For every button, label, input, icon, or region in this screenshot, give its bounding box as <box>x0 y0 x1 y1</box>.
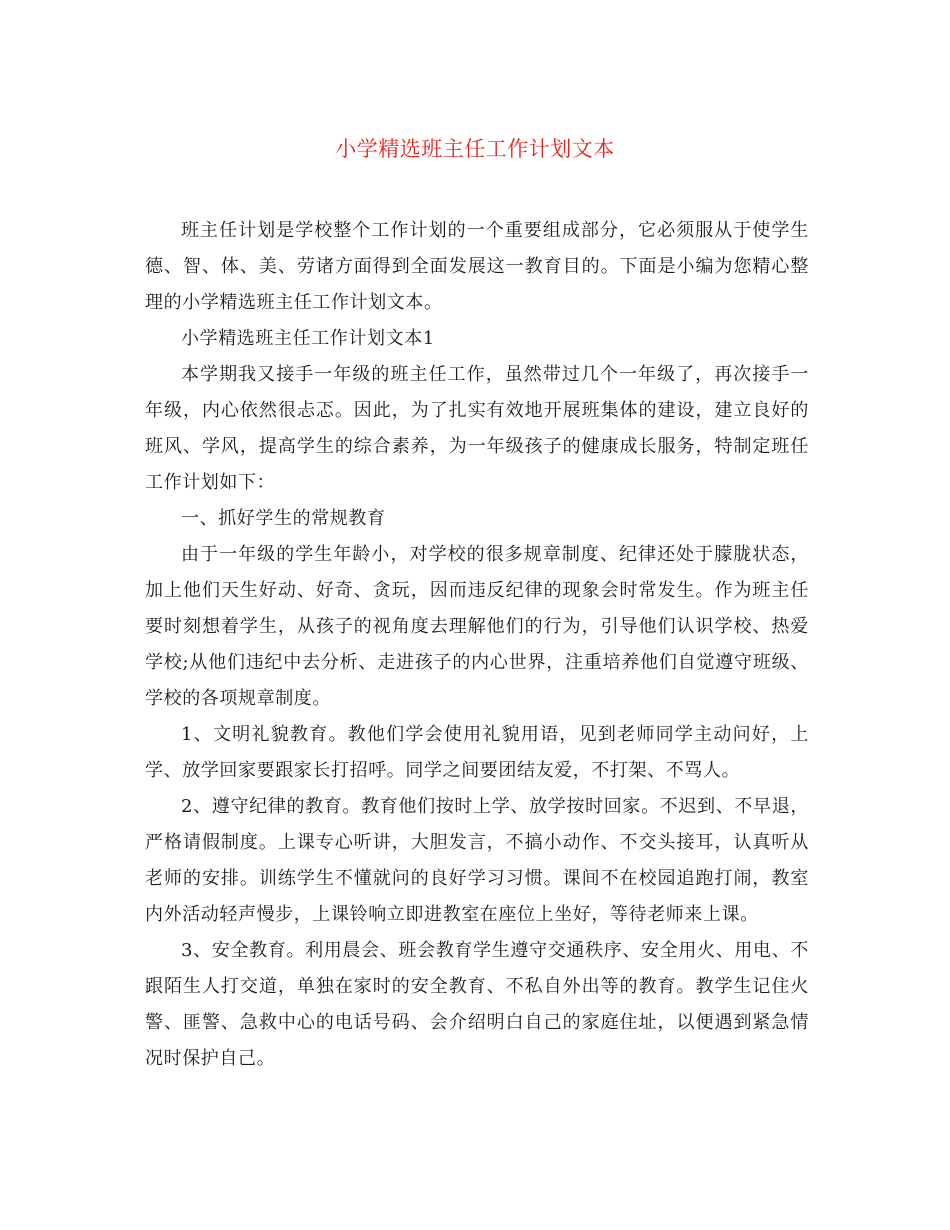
document-body <box>145 213 809 1077</box>
document-title: 小学精选班主任工作计划文本 <box>335 137 615 161</box>
list-item-paragraph: 1、文明礼貌教育。教他们学会使用礼貌用语，见到老师同学主动问好，上学、放学回家要跟家长打招呼。同学之间要团结友爱，不打架、不骂人。 <box>145 724 809 781</box>
body-paragraph: 本学期我又接手一年级的班主任工作，虽然带过几个一年级了，再次接手一年级，内心依然很忐忑。因此，为了扎实有效地开展班集体的建设，建立良好的班风、学风，提高学生的综合素养，为一年级孩子的健康成长服务，特制定班任工作计划如下： <box>145 364 809 493</box>
section-heading: 小学精选班主任工作计划文本1 <box>181 328 435 349</box>
list-item-paragraph: 3、安全教育。利用晨会、班会教育学生遵守交通秩序、安全用火、用电、不跟陌生人打交道，单独在家时的安全教育、不私自外出等的教育。教学生记住火警、匪警、急救中心的电话号码、会介绍明白自己的家庭住址，以便遇到紧急情况时保护自己。 <box>145 940 809 1069</box>
subsection-heading: 一、抓好学生的常规教育 <box>181 508 386 529</box>
body-paragraph: 由于一年级的学生年龄小，对学校的很多规章制度、纪律还处于朦胧状态，加上他们天生好动、好奇、贪玩，因而违反纪律的现象会时常发生。作为班主任要时刻想着学生，从孩子的视角度去理解他们的行为，引导他们认识学校、热爱学校;从他们违纪中去分析、走进孩子的内心世界，注重培养他们自觉遵守班级、学校的各项规章制度。 <box>145 544 809 709</box>
intro-paragraph: 班主任计划是学校整个工作计划的一个重要组成部分，它必须服从于使学生德、智、体、美、劳诸方面得到全面发展这一教育目的。下面是小编为您精心整理的小学精选班主任工作计划文本。 <box>145 220 809 313</box>
list-item-paragraph: 2、遵守纪律的教育。教育他们按时上学、放学按时回家。不迟到、不早退，严格请假制度。上课专心听讲，大胆发言，不搞小动作、不交头接耳，认真听从老师的安排。训练学生不懂就问的良好学习习惯。课间不在校园追跑打闹，教室内外活动轻声慢步，上课铃响立即进教室在座位上坐好，等待老师来上课。 <box>145 796 809 925</box>
